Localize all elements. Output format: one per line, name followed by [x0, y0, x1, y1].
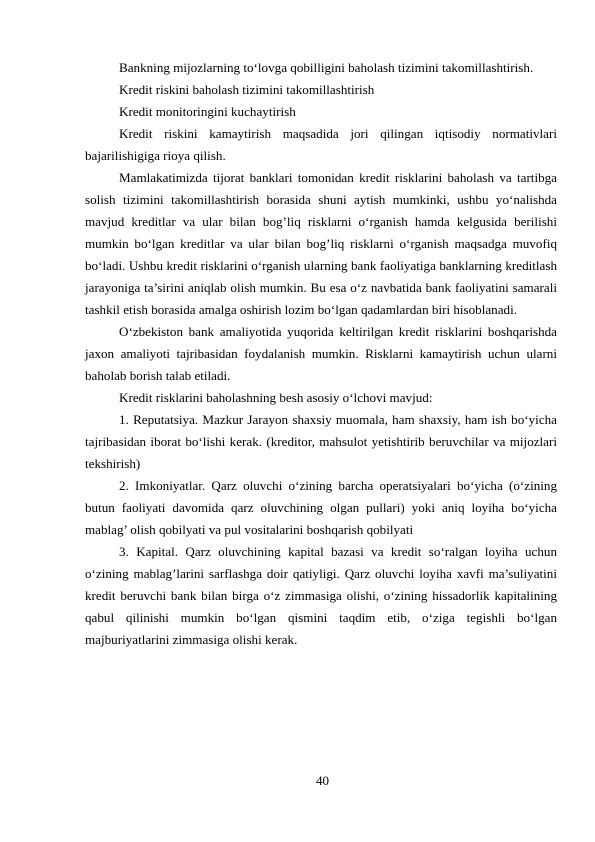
paragraph-bank-solvency: Bankning mijozlarning to‘lovga qobilligini baholash tizimini takomillashtirish.	[119, 60, 534, 75]
paragraph-credit-monitoring: Kredit monitoringini kuchaytirish	[119, 104, 296, 119]
list-item-reputation: 1. Reputatsiya. Mazkur Jarayon shaxsiy muomala, ham shaxsiy, ham ish bo‘yicha tajribasidan iborat bo‘lishi kerak. (kreditor, mahsulot yetishtirib beruvchilar va mijozlari tekshirish)	[85, 412, 557, 471]
page-body	[85, 57, 557, 651]
paragraph-five-dimensions: Kredit risklarini baholashning besh asosiy o‘lchovi mavjud:	[119, 390, 433, 405]
paragraph-credit-risk-system: Kredit riskini baholash tizimini takomillashtirish	[119, 82, 375, 97]
paragraph-commercial-banks: Mamlakatimizda tijorat banklari tomonidan kredit risklarini baholash va tartibga solish tizimini takomillashtirish borasida shuni aytish mumkinki, ushbu yo‘nalishda mavjud kreditlar va ular bilan bog’liq risklarni o‘rganish hamda kelgusida berilishi mumkin bo‘lgan kreditlar va ular bilan bog’liq risklarni o‘rganish maqsadga muvofiq bo‘ladi. Ushbu kredit risklarini o‘rganish ularning bank faoliyatiga banklarning kreditlash jarayoniga ta’sirini aniqlab olish mumkin. Bu esa o‘z navbatida bank faoliyatini samarali tashkil etish borasida amalga oshirish lozim bo‘lgan qadamlardan biri hisoblanadi.	[85, 170, 557, 317]
paragraph-uzbekistan-practice: O‘zbekiston bank amaliyotida yuqorida keltirilgan kredit risklarini boshqarishda jaxon amaliyoti tajribasidan foydalanish mumkin. Risklarni kamaytirish uchun ularni baholab borish talab etiladi.	[85, 324, 557, 383]
page-number: 40	[315, 773, 330, 788]
paragraph-normatives: Kredit riskini kamaytirish maqsadida jori qilingan iqtisodiy normativlari bajarilishigiga rioya qilish.	[85, 126, 557, 163]
list-item-capacity: 2. Imkoniyatlar. Qarz oluvchi o‘zining barcha operatsiyalari bo‘yicha (o‘zining butun faoliyati davomida qarz oluvchining olgan pullari) yoki aniq loyiha bo‘yicha mablag’ olish qobilyati va pul vositalarini boshqarish qobilyati	[85, 478, 557, 537]
list-item-capital: 3. Kapital. Qarz oluvchining kapital bazasi va kredit so‘ralgan loyiha uchun o‘zining mablag’larini sarflashga doir qatiyligi. Qarz oluvchi loyiha xavfi ma’suliyatini kredit beruvchi bank bilan birga o‘z zimmasiga olishi, o‘zining hissadorlik kapitalining qabul qilinishi mumkin bo‘lgan qismini taqdim etib, o‘ziga tegishli bo‘lgan majburiyatlarini zimmasiga olishi kerak.	[85, 544, 557, 647]
